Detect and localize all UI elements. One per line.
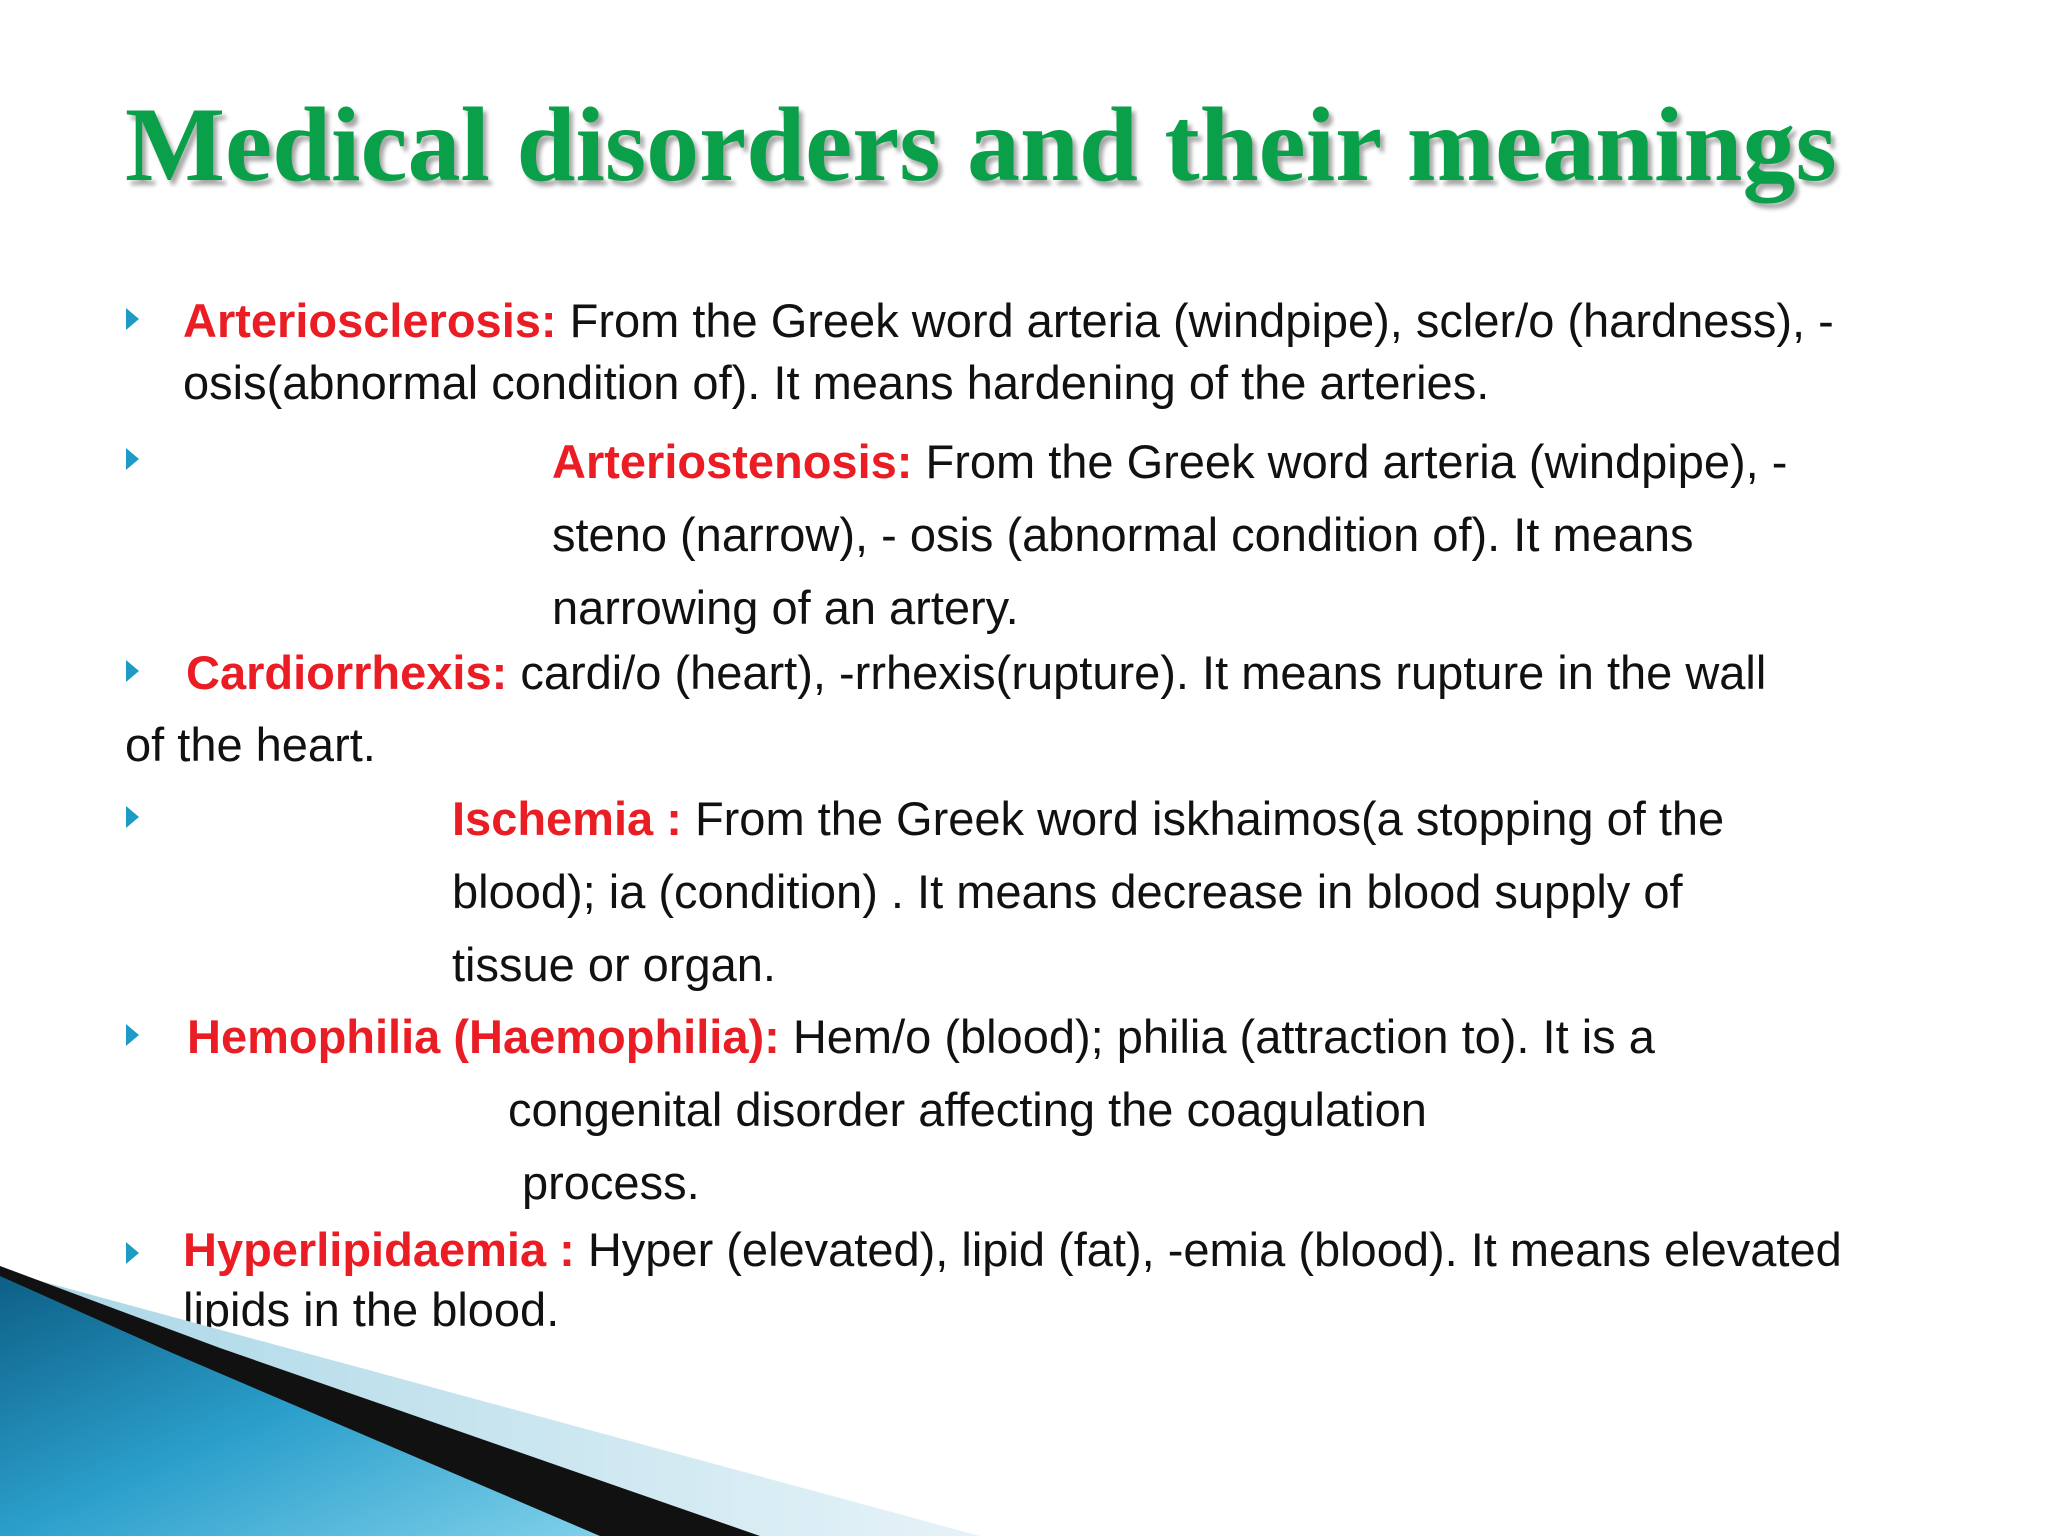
definition-text: narrowing of an artery. <box>552 581 1019 634</box>
triangle-bullet-icon <box>126 1024 139 1046</box>
term-label: Cardiorrhexis: <box>186 646 508 699</box>
definition-text: of the heart. <box>125 718 376 771</box>
definition-text: cardi/o (heart), -rrhexis(rupture). It means rupture in the wall <box>507 646 1767 699</box>
triangle-bullet-icon <box>126 806 139 828</box>
triangle-bullet-icon <box>126 660 139 682</box>
definition-text: Hyper (elevated), lipid (fat), -emia (blood). It means elevated <box>574 1223 1842 1276</box>
definition-text: process. <box>522 1156 700 1209</box>
term-label: Hyperlipidaemia : <box>183 1223 575 1276</box>
triangle-bullet-icon <box>126 448 139 470</box>
definition-text: tissue or organ. <box>452 938 776 991</box>
definition-text: blood); ia (condition) . It means decrease in blood supply of <box>452 865 1683 918</box>
definition-text: congenital disorder affecting the coagulation <box>508 1083 1427 1136</box>
definition-text: lipids in the blood. <box>183 1283 560 1336</box>
term-label: Arteriostenosis: <box>552 435 913 488</box>
definition-text: osis(abnormal condition of). It means hardening of the arteries. <box>183 356 1490 409</box>
definition-text: From the Greek word arteria (windpipe), - <box>912 435 1788 488</box>
triangle-bullet-icon <box>126 308 139 330</box>
slide-title: Medical disorders and their meanings <box>125 86 1837 203</box>
definition-text: Hem/o (blood); philia (attraction to). It is a <box>779 1010 1655 1063</box>
term-label: Hemophilia (Haemophilia): <box>187 1010 780 1063</box>
term-label: Arteriosclerosis: <box>183 294 557 347</box>
corner-swoosh-decoration <box>0 1256 2048 1536</box>
definition-text: From the Greek word arteria (windpipe), scler/o (hardness), - <box>556 294 1834 347</box>
definition-text: steno (narrow), - osis (abnormal condition of). It means <box>552 508 1694 561</box>
term-label: Ischemia : <box>452 792 682 845</box>
definition-text: From the Greek word iskhaimos(a stopping of the <box>681 792 1725 845</box>
